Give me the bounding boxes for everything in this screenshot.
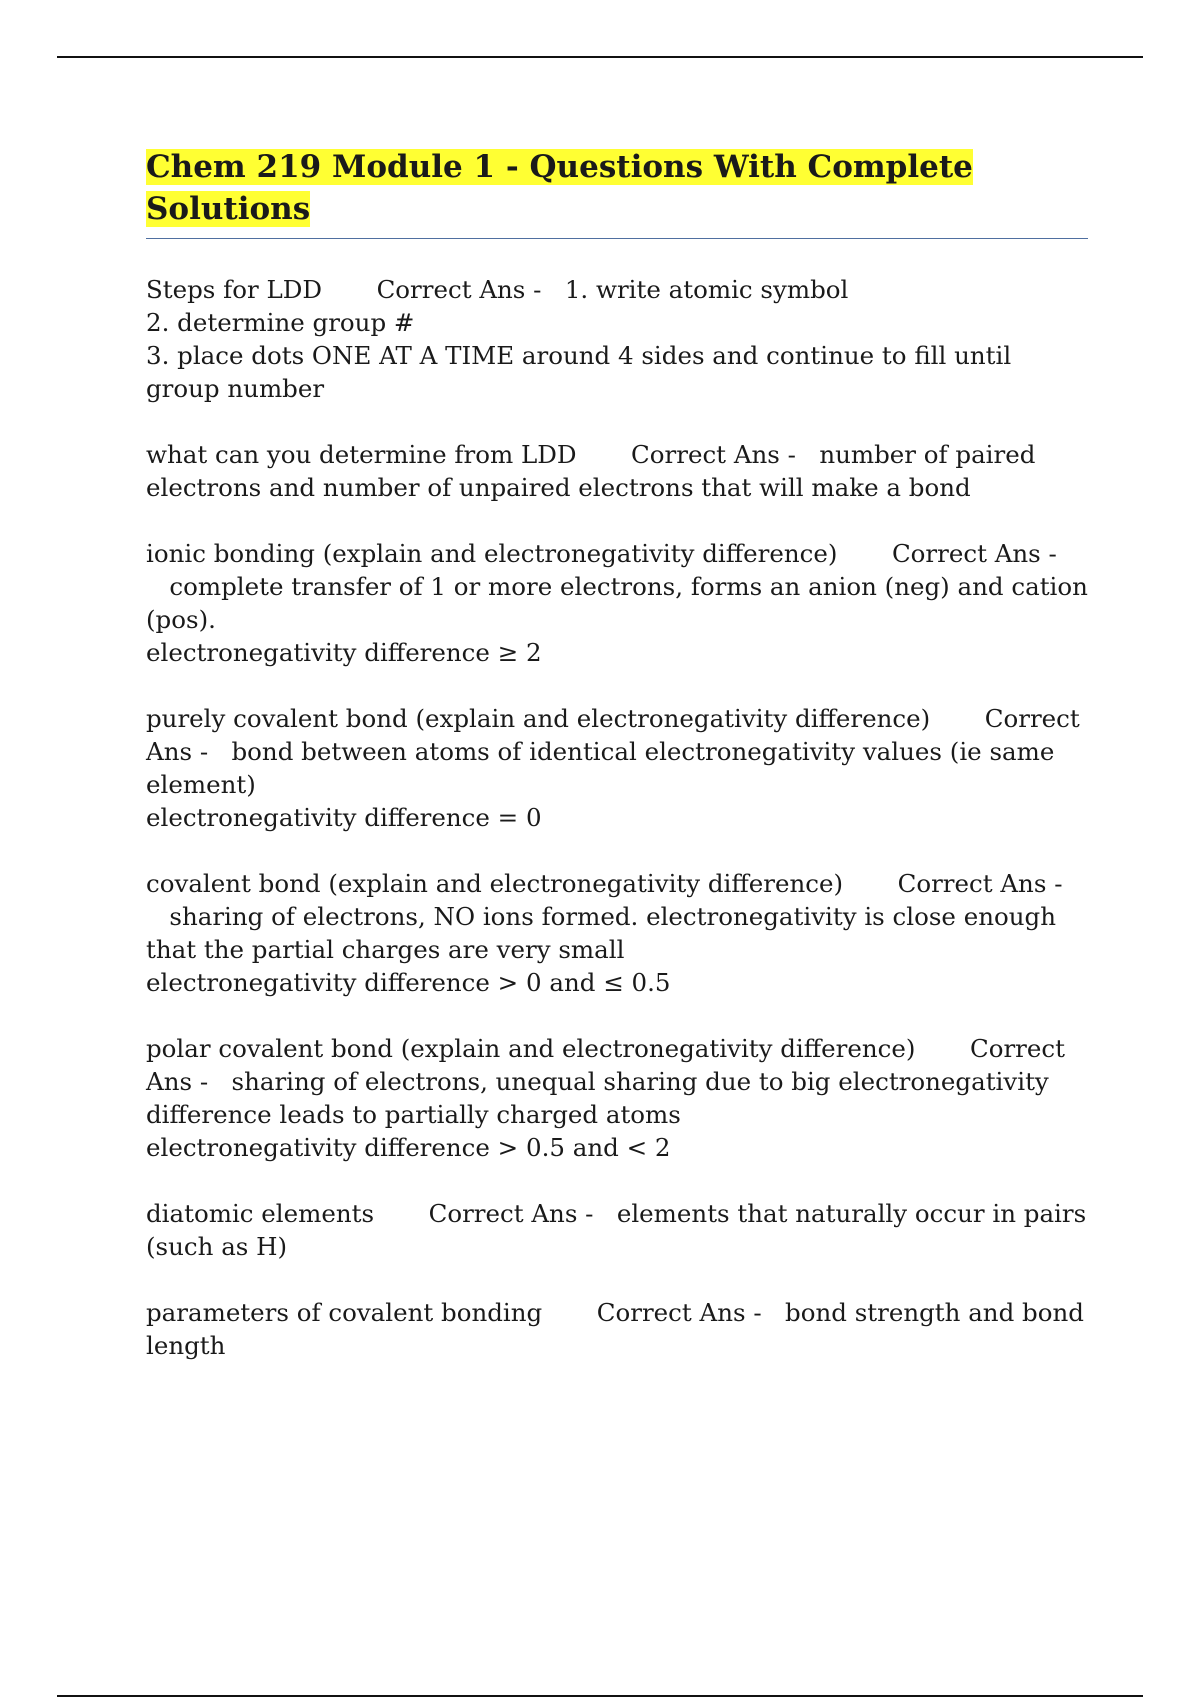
question-text: diatomic elements: [146, 1199, 375, 1228]
answer-text: 2. determine group #: [146, 308, 415, 337]
bottom-page-rule: [57, 1695, 1143, 1697]
answer-prefix: Correct Ans -: [146, 704, 1080, 766]
qa-item: [146, 1296, 1088, 1362]
answer-text: electronegativity difference > 0.5 and < 2: [146, 1133, 671, 1162]
spacer: [577, 440, 632, 469]
answer-text: electronegativity difference > 0 and ≤ 0.5: [146, 968, 671, 997]
answer-prefix: Correct Ans -: [631, 440, 796, 469]
answer-prefix: Correct Ans -: [376, 275, 542, 304]
spacer: [146, 572, 169, 601]
spacer: [322, 275, 377, 304]
qa-first-line: [146, 1197, 1088, 1263]
question-text: purely covalent bond (explain and electronegativity difference): [146, 704, 931, 733]
spacer: [915, 1034, 970, 1063]
answer-text: bond strength and bond length: [146, 1298, 1084, 1360]
spacer: [837, 539, 892, 568]
qa-item: [146, 273, 1088, 405]
answer-text: sharing of electrons, NO ions formed. electronegativity is close enough that the partial charges are very small: [146, 902, 1056, 964]
qa-first-line: [146, 273, 1088, 306]
qa-first-line: [146, 537, 1088, 636]
answer-prefix: Correct Ans -: [891, 539, 1057, 568]
answer-text: elements that naturally occur in pairs (such as H): [146, 1199, 1087, 1261]
question-text: Steps for LDD: [146, 275, 323, 304]
spacer: [208, 1067, 231, 1096]
qa-item: [146, 537, 1088, 669]
qa-item: [146, 867, 1088, 999]
qa-list: [146, 273, 1088, 1362]
answer-prefix: Correct Ans -: [897, 869, 1063, 898]
spacer: [796, 440, 819, 469]
qa-first-line: [146, 1296, 1088, 1362]
qa-item: [146, 1032, 1088, 1164]
spacer: [208, 737, 231, 766]
answer-line: [146, 966, 1088, 999]
spacer: [593, 1199, 616, 1228]
spacer: [541, 275, 564, 304]
answer-prefix: Correct Ans -: [146, 1034, 1065, 1096]
top-page-rule: [57, 56, 1143, 58]
answer-prefix: Correct Ans -: [428, 1199, 594, 1228]
question-text: covalent bond (explain and electronegativity difference): [146, 869, 844, 898]
answer-text: complete transfer of 1 or more electrons, forms an anion (neg) and cation (pos).: [146, 572, 1088, 634]
page-title-text: Chem 219 Module 1 - Questions With Complete Solutions: [146, 149, 973, 227]
qa-item: [146, 1197, 1088, 1263]
spacer: [762, 1298, 785, 1327]
answer-text: electronegativity difference = 0: [146, 803, 542, 832]
qa-item: [146, 438, 1088, 504]
answer-line: [146, 636, 1088, 669]
qa-item: [146, 702, 1088, 834]
answer-line: [146, 801, 1088, 834]
answer-text: number of paired electrons and number of unpaired electrons that will make a bond: [146, 440, 1036, 502]
page-title: [146, 146, 1088, 230]
answer-text: bond between atoms of identical electronegativity values (ie same element): [146, 737, 1055, 799]
spacer: [930, 704, 985, 733]
answer-line: [146, 1131, 1088, 1164]
answer-text: 3. place dots ONE AT A TIME around 4 sides and continue to fill until group number: [146, 341, 1012, 403]
title-underline-rule: [146, 238, 1088, 239]
document-body: [146, 146, 1088, 1395]
question-text: parameters of covalent bonding: [146, 1298, 543, 1327]
answer-prefix: Correct Ans -: [596, 1298, 762, 1327]
spacer: [542, 1298, 597, 1327]
question-text: ionic bonding (explain and electronegativity difference): [146, 539, 838, 568]
answer-text: electronegativity difference ≥ 2: [146, 638, 542, 667]
answer-line: [146, 339, 1088, 405]
question-text: polar covalent bond (explain and electronegativity difference): [146, 1034, 916, 1063]
qa-first-line: [146, 438, 1088, 504]
answer-text: 1. write atomic symbol: [564, 275, 849, 304]
spacer: [374, 1199, 429, 1228]
spacer: [843, 869, 898, 898]
answer-text: sharing of electrons, unequal sharing due to big electronegativity difference leads to partially charged atoms: [146, 1067, 1049, 1129]
answer-line: [146, 306, 1088, 339]
qa-first-line: [146, 867, 1088, 966]
qa-first-line: [146, 1032, 1088, 1131]
question-text: what can you determine from LDD: [146, 440, 577, 469]
spacer: [146, 902, 169, 931]
qa-first-line: [146, 702, 1088, 801]
